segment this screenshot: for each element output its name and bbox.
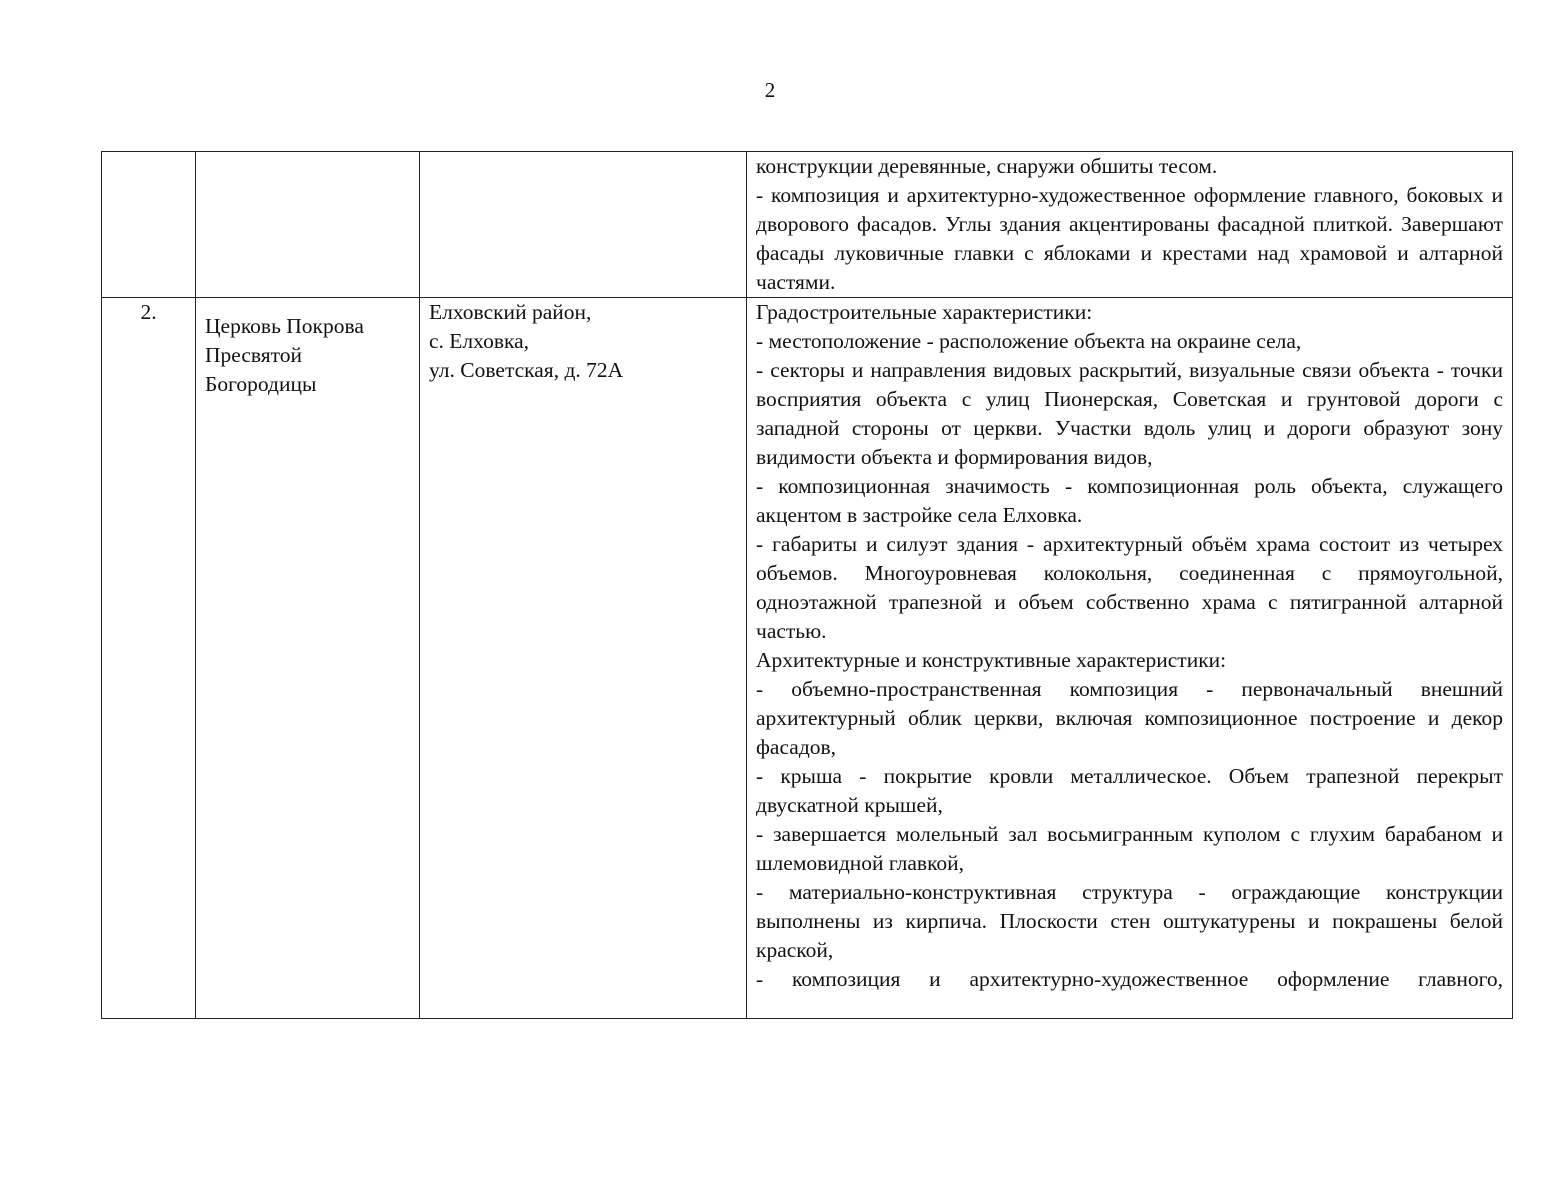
address-line: Елховский район, xyxy=(429,300,592,324)
object-description-cell xyxy=(747,298,1513,1019)
row-number-cell xyxy=(102,152,196,298)
description-paragraph: - габариты и силуэт здания - архитектурный объём храма состоит из четырех объемов. Многоуровневая колокольня, соединенная с прямоугольной, одноэтажной трапезной и объем собственно храма с пятигранной алтарной частью. xyxy=(756,532,1503,643)
description-paragraph: - композиционная значимость - композиционная роль объекта, служащего акцентом в застройке села Елховка. xyxy=(756,474,1503,527)
description-paragraph: - секторы и направления видовых раскрытий, визуальные связи объекта - точки восприятия объекта с улиц Пионерская, Советская и грунтовой дороги с западной стороны от церкви. Участки вдоль улиц и дороги образуют зону видимости объекта и формирования видов, xyxy=(756,358,1503,469)
description-paragraph: - объемно-пространственная композиция - первоначальный внешний архитектурный облик церкви, включая композиционное построение и декор фасадов, xyxy=(756,677,1503,759)
page-number: 2 xyxy=(764,78,776,102)
description-paragraph: конструкции деревянные, снаружи обшиты тесом. xyxy=(756,154,1218,178)
description-paragraph: - композиция и архитектурно-художественное оформление главного, боковых и дворового фасадов. Углы здания акцентированы фасадной плиткой. Завершают фасады луковичные главки с яблоками и крестами над храмовой и алтарной частями. xyxy=(756,183,1503,294)
row-number-cell xyxy=(102,298,196,1019)
table-row xyxy=(102,152,1513,298)
description-paragraph: - завершается молельный зал восьмигранным куполом с глухим барабаном и шлемовидной главкой, xyxy=(756,822,1503,875)
object-name-cell xyxy=(196,152,420,298)
object-name-line: Пресвятой xyxy=(205,343,303,367)
description-paragraph: - композиция и архитектурно-художественное оформление главного, xyxy=(756,967,1503,991)
description-paragraph: - местоположение - расположение объекта на окраине села, xyxy=(756,329,1302,353)
object-address-cell xyxy=(420,152,747,298)
object-name-line: Богородицы xyxy=(205,372,317,396)
address-line: с. Елховка, xyxy=(429,329,530,353)
object-description-cell xyxy=(747,152,1513,298)
description-paragraph: - крыша - покрытие кровли металлическое. Объем трапезной перекрыт двускатной крышей, xyxy=(756,764,1503,817)
description-paragraph: Архитектурные и конструктивные характеристики: xyxy=(756,648,1227,672)
heritage-objects-table xyxy=(101,151,1513,1019)
row-number: 2. xyxy=(140,300,157,324)
description-paragraph: - материально-конструктивная структура - ограждающие конструкции выполнены из кирпича. Плоскости стен оштукатурены и покрашены белой краской, xyxy=(756,880,1503,962)
object-name-line: Церковь Покрова xyxy=(205,314,364,338)
object-address-cell xyxy=(420,298,747,1019)
object-name-cell xyxy=(196,298,420,1019)
description-paragraph: Градостроительные характеристики: xyxy=(756,300,1093,324)
address-line: ул. Советская, д. 72А xyxy=(429,358,624,382)
table-row xyxy=(102,298,1513,1019)
